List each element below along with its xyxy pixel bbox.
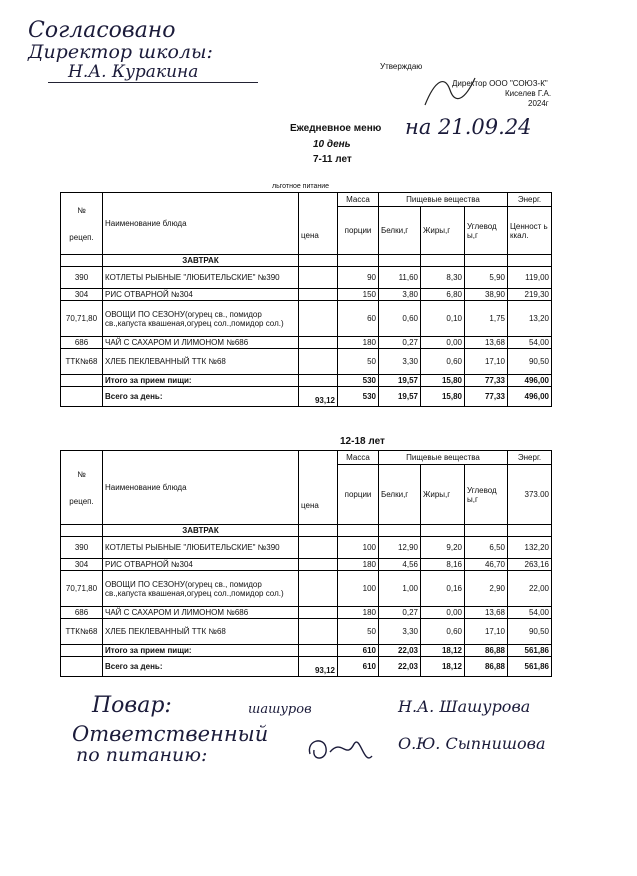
header-nutrients: Пищевые вещества: [379, 193, 508, 207]
header-energy-value: Ценност ь ккал.: [508, 207, 552, 255]
header-protein: Белки,г: [379, 465, 421, 525]
menu-date: на 21.09.24: [405, 115, 532, 139]
total-row: Всего за день: 93,12 530 19,57 15,80 77,33 496,00: [61, 387, 552, 407]
table-row: 686 ЧАЙ С САХАРОМ И ЛИМОНОМ №686 180 0,27 0,00 13,68 54,00: [61, 337, 552, 349]
benefit-note: льготное питание: [272, 183, 330, 190]
total-row: Всего за день: 93,12 610 22,03 18,12 86,88 561,86: [61, 657, 552, 677]
header-mass: Масса: [338, 451, 379, 465]
responsible-label-2: по питанию:: [76, 744, 208, 766]
table-row: 390 КОТЛЕТЫ РЫБНЫЕ "ЛЮБИТЕЛЬСКИЕ" №390 90 11,60 8,30 5,90 119,00: [61, 267, 552, 289]
responsible-label-1: Ответственный: [72, 722, 269, 746]
table-row: 686 ЧАЙ С САХАРОМ И ЛИМОНОМ №686 180 0,27 0,00 13,68 54,00: [61, 607, 552, 619]
header-price: цена: [299, 451, 338, 525]
header-energy-value: 373.00: [508, 465, 552, 525]
header-recipe: [61, 451, 103, 525]
responsible-name: О.Ю. Сыпнишова: [398, 734, 546, 753]
approve-label: Утверждаю: [380, 62, 423, 71]
header-carbs: Углевод ы,г: [465, 465, 508, 525]
table-row: 304 РИС ОТВАРНОЙ №304 150 3,80 6,80 38,90 219,30: [61, 289, 552, 301]
table-row: 70,71,80 ОВОЩИ ПО СЕЗОНУ(огурец св., помидор св.,капуста квашеная,огурец сол.,помидор сол.) 100 1,00 0,16 2,90 22,00: [61, 571, 552, 607]
age-group-2: 12-18 лет: [340, 436, 385, 447]
table-row: ТТК№68 ХЛЕБ ПЕКЛЕВАННЫЙ ТТК №68 50 3,30 0,60 17,10 90,50: [61, 619, 552, 645]
header-dish: Наименование блюда: [103, 451, 299, 525]
header-recipe-label: рецеп.: [69, 232, 94, 242]
header-fat: Жиры,г: [421, 465, 465, 525]
approval-line-2: Директор школы:: [28, 41, 213, 63]
menu-title: Ежедневное меню: [290, 123, 382, 134]
table-row: 304 РИС ОТВАРНОЙ №304 180 4,56 8,16 46,70 263,16: [61, 559, 552, 571]
cook-label: Повар:: [92, 693, 172, 718]
header-nutrients: Пищевые вещества: [379, 451, 508, 465]
header-mass: Масса: [338, 193, 379, 207]
approve-director: Директор ООО "СОЮЗ-К": [452, 79, 548, 88]
cook-name: Н.А. Шашурова: [398, 697, 531, 716]
header-energy: Энерг.: [508, 193, 552, 207]
header-portion: порции: [338, 465, 379, 525]
director-signature: [420, 70, 480, 110]
table-row: 70,71,80 ОВОЩИ ПО СЕЗОНУ(огурец св., помидор св.,капуста квашеная,огурец сол.,помидор сол.) 60 0,60 0,10 1,75 13,20: [61, 301, 552, 337]
header-recipe-label: рецеп.: [69, 496, 94, 506]
subtotal-row: Итого за прием пищи: 530 19,57 15,80 77,33 496,00: [61, 375, 552, 387]
cook-signature: шашуров: [248, 702, 312, 717]
menu-table-12-18: [60, 450, 552, 677]
header-protein: Белки,г: [379, 207, 421, 255]
header-recipe: [61, 193, 103, 255]
responsible-signature: [302, 730, 382, 774]
header-carbs: Углевод ы,г: [465, 207, 508, 255]
approval-line-3: Н.А. Куракина: [68, 62, 199, 82]
approval-line-1: Согласовано: [28, 18, 176, 43]
age-group-1: 7-11 лет: [313, 154, 352, 165]
subtotal-row: Итого за прием пищи: 610 22,03 18,12 86,88 561,86: [61, 645, 552, 657]
approve-year: 2024г: [528, 99, 549, 108]
approval-handwritten: [28, 18, 288, 82]
approve-name: Киселев Г.А.: [505, 89, 552, 98]
header-portion: порции: [338, 207, 379, 255]
header-price: цена: [299, 193, 338, 255]
table-row: ТТК№68 ХЛЕБ ПЕКЛЕВАННЫЙ ТТК №68 50 3,30 0,60 17,10 90,50: [61, 349, 552, 375]
table-row: 390 КОТЛЕТЫ РЫБНЫЕ "ЛЮБИТЕЛЬСКИЕ" №390 100 12,90 9,20 6,50 132,20: [61, 537, 552, 559]
header-no: №: [77, 205, 86, 215]
header-no: №: [77, 469, 86, 479]
day-number: 10 день: [313, 139, 351, 150]
header-fat: Жиры,г: [421, 207, 465, 255]
section-breakfast: ЗАВТРАК: [103, 255, 299, 267]
header-energy: Энерг.: [508, 451, 552, 465]
menu-table-7-11: [60, 192, 552, 407]
header-dish: Наименование блюда: [103, 193, 299, 255]
section-breakfast: ЗАВТРАК: [103, 525, 299, 537]
approval-underline: [48, 82, 258, 83]
